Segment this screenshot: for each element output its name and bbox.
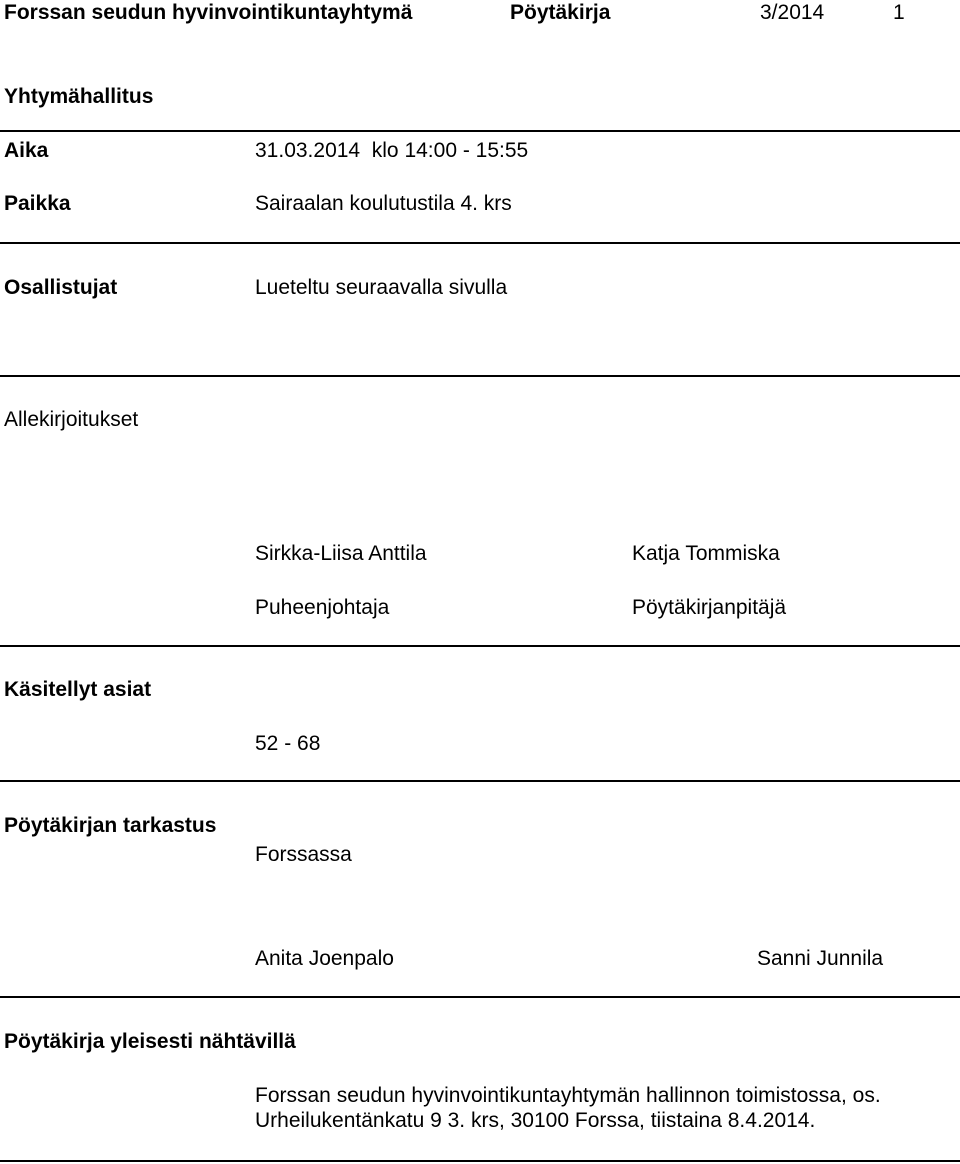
divider	[0, 1160, 960, 1162]
divider	[0, 996, 960, 998]
participants-value: Lueteltu seuraavalla sivulla	[255, 276, 508, 299]
place-value: Sairaalan koulutustila 4. krs	[255, 192, 512, 215]
review-place: Forssassa	[255, 843, 352, 866]
divider	[0, 130, 960, 132]
document-type: Pöytäkirja	[510, 1, 611, 24]
divider	[0, 645, 960, 647]
participants-label: Osallistujat	[4, 276, 118, 299]
public-display-label: Pöytäkirja yleisesti nähtävillä	[4, 1030, 296, 1053]
governing-body-name: Yhtymähallitus	[4, 85, 154, 108]
reviewer-1-name: Anita Joenpalo	[255, 947, 394, 970]
document-number: 3/2014	[760, 1, 825, 24]
place-label: Paikka	[4, 192, 71, 215]
signatures-label: Allekirjoitukset	[4, 408, 139, 431]
public-display-line-1: Forssan seudun hyvinvointikuntayhtymän hallinnon toimistossa, os.	[255, 1084, 881, 1107]
secretary-name: Katja Tommiska	[632, 542, 780, 565]
matters-label: Käsitellyt asiat	[4, 678, 152, 701]
chairperson-role: Puheenjohtaja	[255, 596, 390, 619]
public-display-line-2: Urheilukentänkatu 9 3. krs, 30100 Forssa, tiistaina 8.4.2014.	[255, 1109, 816, 1132]
matters-value: 52 - 68	[255, 732, 321, 755]
time-value: 31.03.2014 klo 14:00 - 15:55	[255, 139, 529, 162]
page-number: 1	[893, 1, 905, 24]
organization-name: Forssan seudun hyvinvointikuntayhtymä	[4, 1, 413, 24]
divider	[0, 375, 960, 377]
divider	[0, 780, 960, 782]
chairperson-name: Sirkka-Liisa Anttila	[255, 542, 427, 565]
time-label: Aika	[4, 139, 49, 162]
divider	[0, 242, 960, 244]
secretary-role: Pöytäkirjanpitäjä	[632, 596, 787, 619]
review-label: Pöytäkirjan tarkastus	[4, 814, 217, 837]
reviewer-2-name: Sanni Junnila	[757, 947, 884, 970]
